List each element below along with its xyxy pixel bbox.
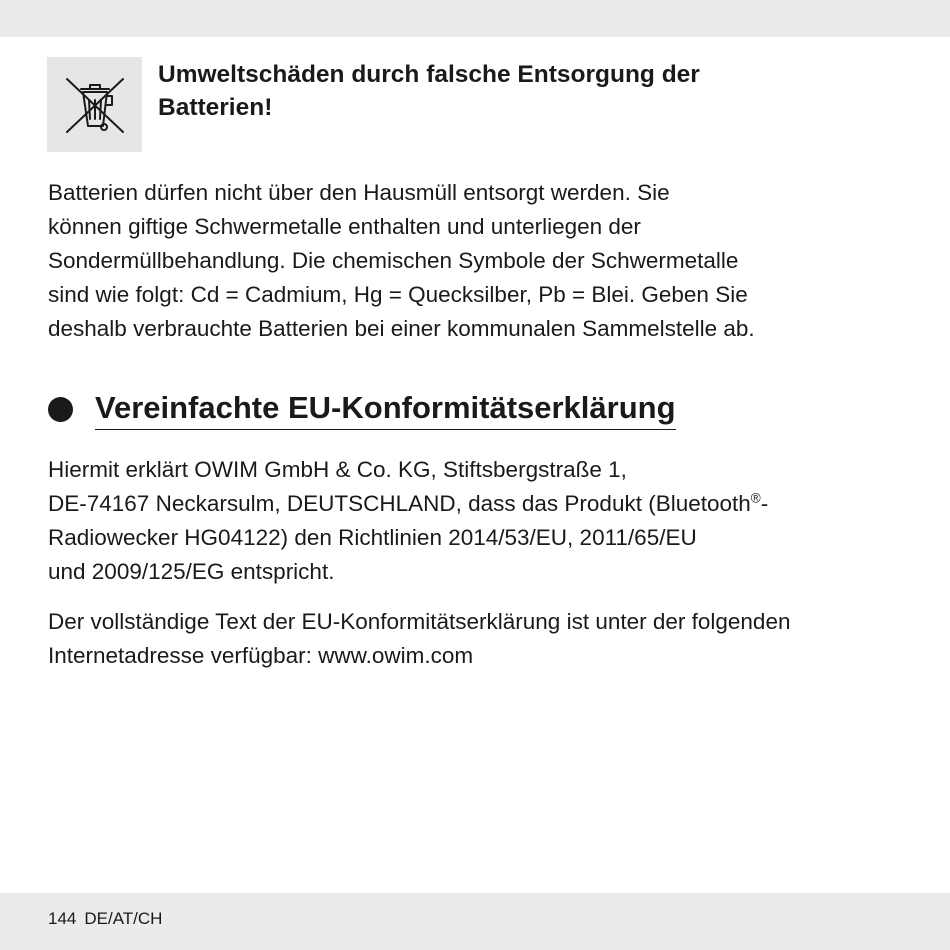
text-line: Der vollständige Text der EU-Konformitätserklärung ist unter der folgenden — [48, 609, 791, 634]
text-line: Radiowecker HG04122) den Richtlinien 2014/53/EU, 2011/65/EU — [48, 525, 697, 550]
text-line: DE-74167 Neckarsulm, DEUTSCHLAND, dass das Produkt (Bluetooth — [48, 491, 751, 516]
text-line: Sondermüllbehandlung. Die chemischen Symbole der Schwermetalle — [48, 248, 739, 273]
registered-mark: ® — [750, 490, 761, 506]
top-band — [0, 0, 950, 37]
text-line: Internetadresse verfügbar: www.owim.com — [48, 643, 474, 668]
section-title: Vereinfachte EU-Konformitätserklärung — [95, 388, 676, 430]
country-codes: DE/AT/CH — [84, 909, 163, 928]
page-number: 144 — [48, 909, 77, 928]
bullet-icon — [48, 397, 73, 422]
warning-title — [158, 58, 918, 124]
text-line: Batterien dürfen nicht über den Hausmüll entsorgt werden. Sie — [48, 180, 670, 205]
warning-title-line1: Umweltschäden durch falsche Entsorgung der — [158, 61, 700, 88]
warning-title-line2: Batterien! — [158, 94, 273, 121]
text-line: und 2009/125/EG entspricht. — [48, 559, 335, 584]
text-line: können giftige Schwermetalle enthalten und unterliegen der — [48, 214, 641, 239]
conformity-declaration-paragraph — [48, 453, 908, 589]
text-line: sind wie folgt: Cd = Cadmium, Hg = Quecksilber, Pb = Blei. Geben Sie — [48, 282, 748, 307]
page-footer — [48, 908, 162, 930]
text-line: deshalb verbrauchte Batterien bei einer kommunalen Sammelstelle ab. — [48, 316, 755, 341]
text-line: Hiermit erklärt OWIM GmbH & Co. KG, Stiftsbergstraße 1, — [48, 457, 627, 482]
crossed-out-wheelie-bin-icon — [59, 69, 131, 141]
battery-disposal-paragraph — [48, 176, 908, 346]
full-text-availability-paragraph — [48, 605, 908, 673]
section-heading — [48, 388, 676, 430]
weee-icon-box — [47, 57, 142, 152]
hyphen: - — [760, 491, 769, 516]
